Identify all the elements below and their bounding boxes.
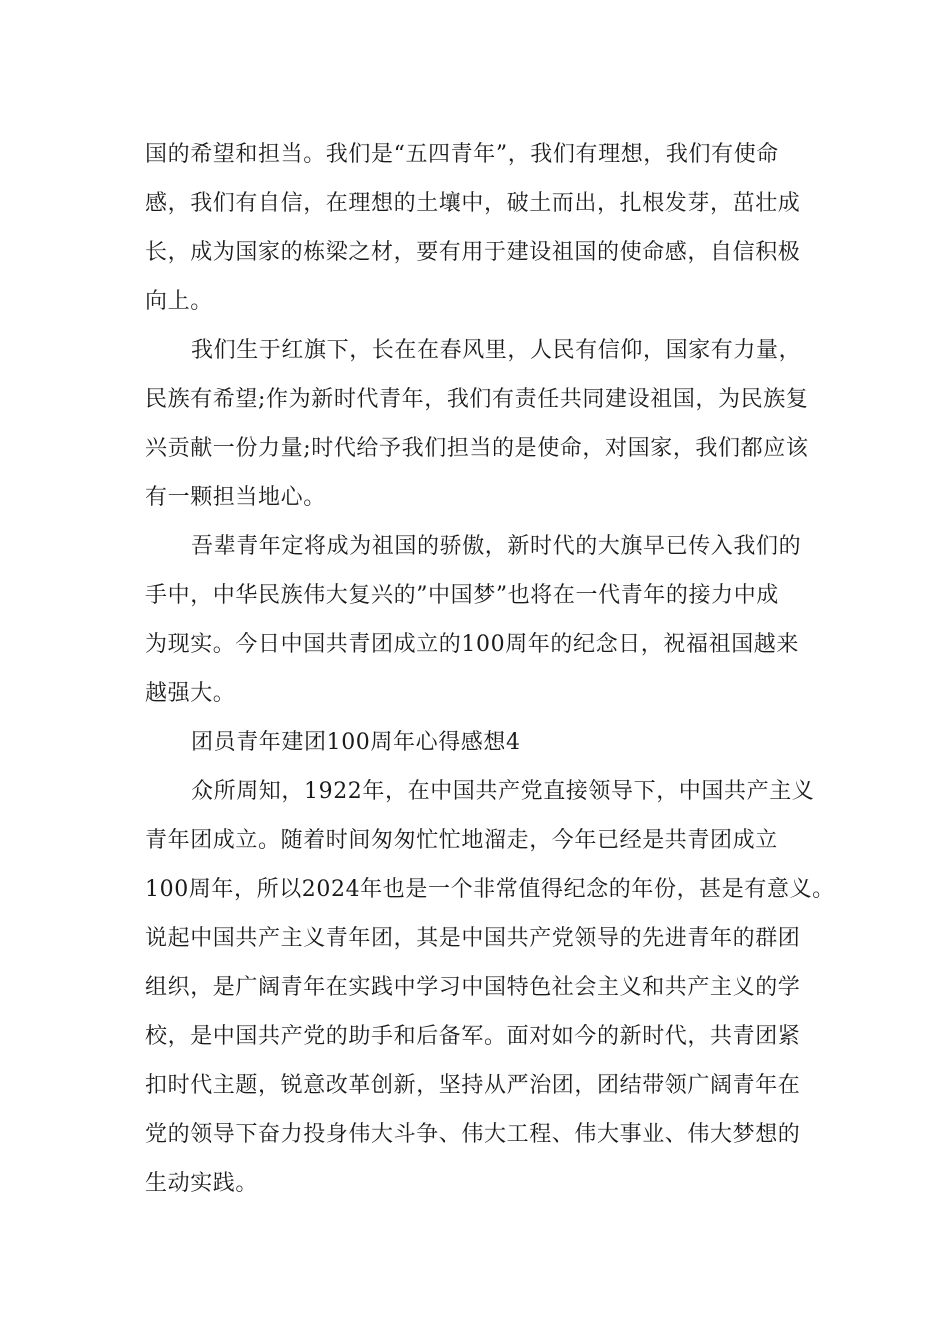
text-line: 长，成为国家的栋梁之材，要有用于建设祖国的使命感，自信积极 [145,240,801,265]
paragraph-first-line: 众所周知，1922年，在中国共产党直接领导下，中国共产主义 [191,779,815,804]
text-line: 兴贡献一份力量;时代给予我们担当的是使命，对国家，我们都应该 [145,436,809,461]
body-text [145,130,835,1208]
text-line: 说起中国共产主义青年团，其是中国共产党领导的先进青年的群团 [145,926,801,951]
text-line: 越强大。 [145,681,236,706]
text-line: 党的领导下奋力投身伟大斗争、伟大工程、伟大事业、伟大梦想的 [145,1122,801,1147]
text-line: 青年团成立。随着时间匆匆忙忙地溜走，今年已经是共青团成立 [145,828,778,853]
text-line: 100周年，所以2024年也是一个非常值得纪念的年份，甚是有意义。 [145,877,835,902]
text-line: 国的希望和担当。我们是“五四青年”，我们有理想，我们有使命 [145,142,779,167]
paragraph-first-line: 团员青年建团100周年心得感想4 [191,730,521,755]
text-line: 为现实。今日中国共青团成立的100周年的纪念日，祝福祖国越来 [145,632,799,657]
text-line: 手中，中华民族伟大复兴的”中国梦”也将在一代青年的接力中成 [145,583,779,608]
text-line: 组织，是广阔青年在实践中学习中国特色社会主义和共产主义的学 [145,975,801,1000]
paragraph-first-line: 我们生于红旗下，长在在春风里，人民有信仰，国家有力量， [191,338,802,363]
text-line: 扣时代主题，锐意改革创新，坚持从严治团，团结带领广阔青年在 [145,1073,801,1098]
paragraph-first-line: 吾辈青年定将成为祖国的骄傲，新时代的大旗早已传入我们的 [191,534,802,559]
text-line: 生动实践。 [145,1171,259,1196]
text-line: 有一颗担当地心。 [145,485,326,510]
text-line: 校，是中国共产党的助手和后备军。面对如今的新时代，共青团紧 [145,1024,801,1049]
text-line: 感，我们有自信，在理想的土壤中，破土而出，扎根发芽，茁壮成 [145,191,801,216]
text-line: 向上。 [145,289,213,314]
text-line: 民族有希望;作为新时代青年，我们有责任共同建设祖国，为民族复 [145,387,809,412]
